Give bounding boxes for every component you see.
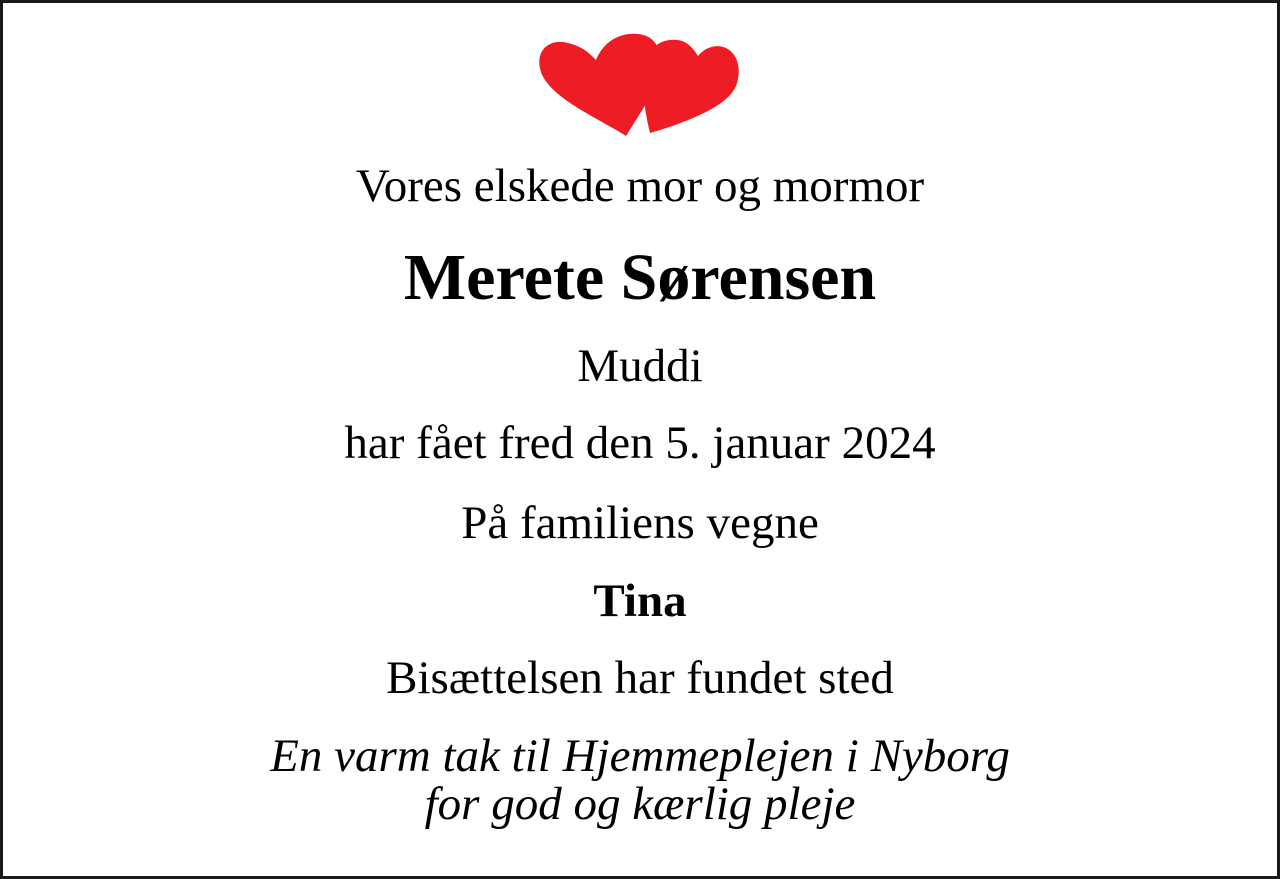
thanks-line-2: for god og kærlig pleje [424,778,856,830]
thanks-message [0,732,1280,828]
funeral-text: Bisættelsen har fundet sted [386,652,894,704]
nickname-text: Muddi [577,340,703,392]
left-heart-icon [539,34,660,136]
right-heart-icon [643,40,738,133]
intro-text: Vores elskede mor og mormor [355,160,925,212]
two-hearts-icon [538,30,742,138]
on-behalf-text: På familiens vegne [461,497,819,549]
signer-name: Tina [593,575,687,627]
deceased-name: Merete Sørensen [403,241,877,314]
passed-date-text: har fået fred den 5. januar 2024 [344,417,936,469]
thanks-line-1: En varm tak til Hjemmeplejen i Nyborg [270,730,1010,782]
